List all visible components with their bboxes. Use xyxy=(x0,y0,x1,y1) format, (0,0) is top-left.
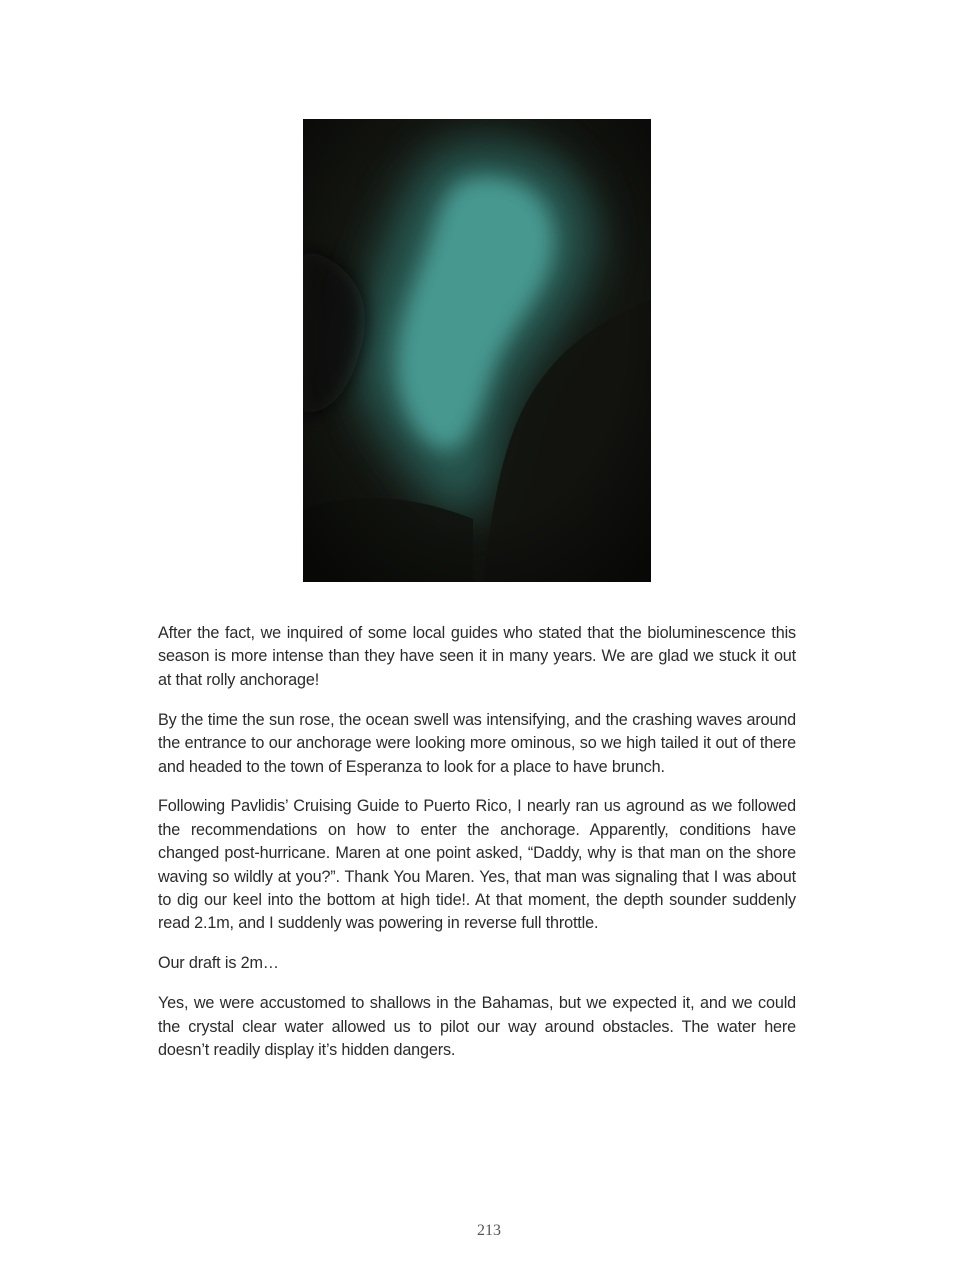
paragraph-sunrise: By the time the sun rose, the ocean swell was intensifying, and the crashing waves around the entrance to our anchorage were looking more ominous, so we high tailed it out of there and headed to the town of Esperanza to look for a place to have brunch. xyxy=(158,710,796,776)
bioluminescence-image xyxy=(303,119,651,582)
body-text xyxy=(158,622,796,1079)
paragraph-aground: Following Pavlidis’ Cruising Guide to Puerto Rico, I nearly ran us aground as we followed the recommendations on how to enter the anchorage. Apparently, conditions have changed post-hurricane. Maren at one point asked, “Daddy, why is that man on the shore waving so wildly at you?”. Thank You Maren. Yes, that man was signaling that I was about to dig our keel into the bottom at high tide!. At that moment, the depth sounder suddenly read 2.1m, and I suddenly was powering in reverse full throttle. xyxy=(158,797,796,933)
bioluminescence-photo xyxy=(303,119,651,582)
paragraph-bioluminescence: After the fact, we inquired of some local guides who stated that the bioluminescence this season is more intense than they have seen it in many years. We are glad we stuck it out at that rolly anchorage! xyxy=(158,624,796,689)
paragraph-shallows: Yes, we were accustomed to shallows in the Bahamas, but we expected it, and we could the crystal clear water allowed us to pilot our way around obstacles. The water here doesn’t readily display it’s hidden dangers. xyxy=(158,994,796,1060)
paragraph-draft: Our draft is 2m… xyxy=(158,954,279,973)
page-number: 213 xyxy=(477,1222,501,1239)
